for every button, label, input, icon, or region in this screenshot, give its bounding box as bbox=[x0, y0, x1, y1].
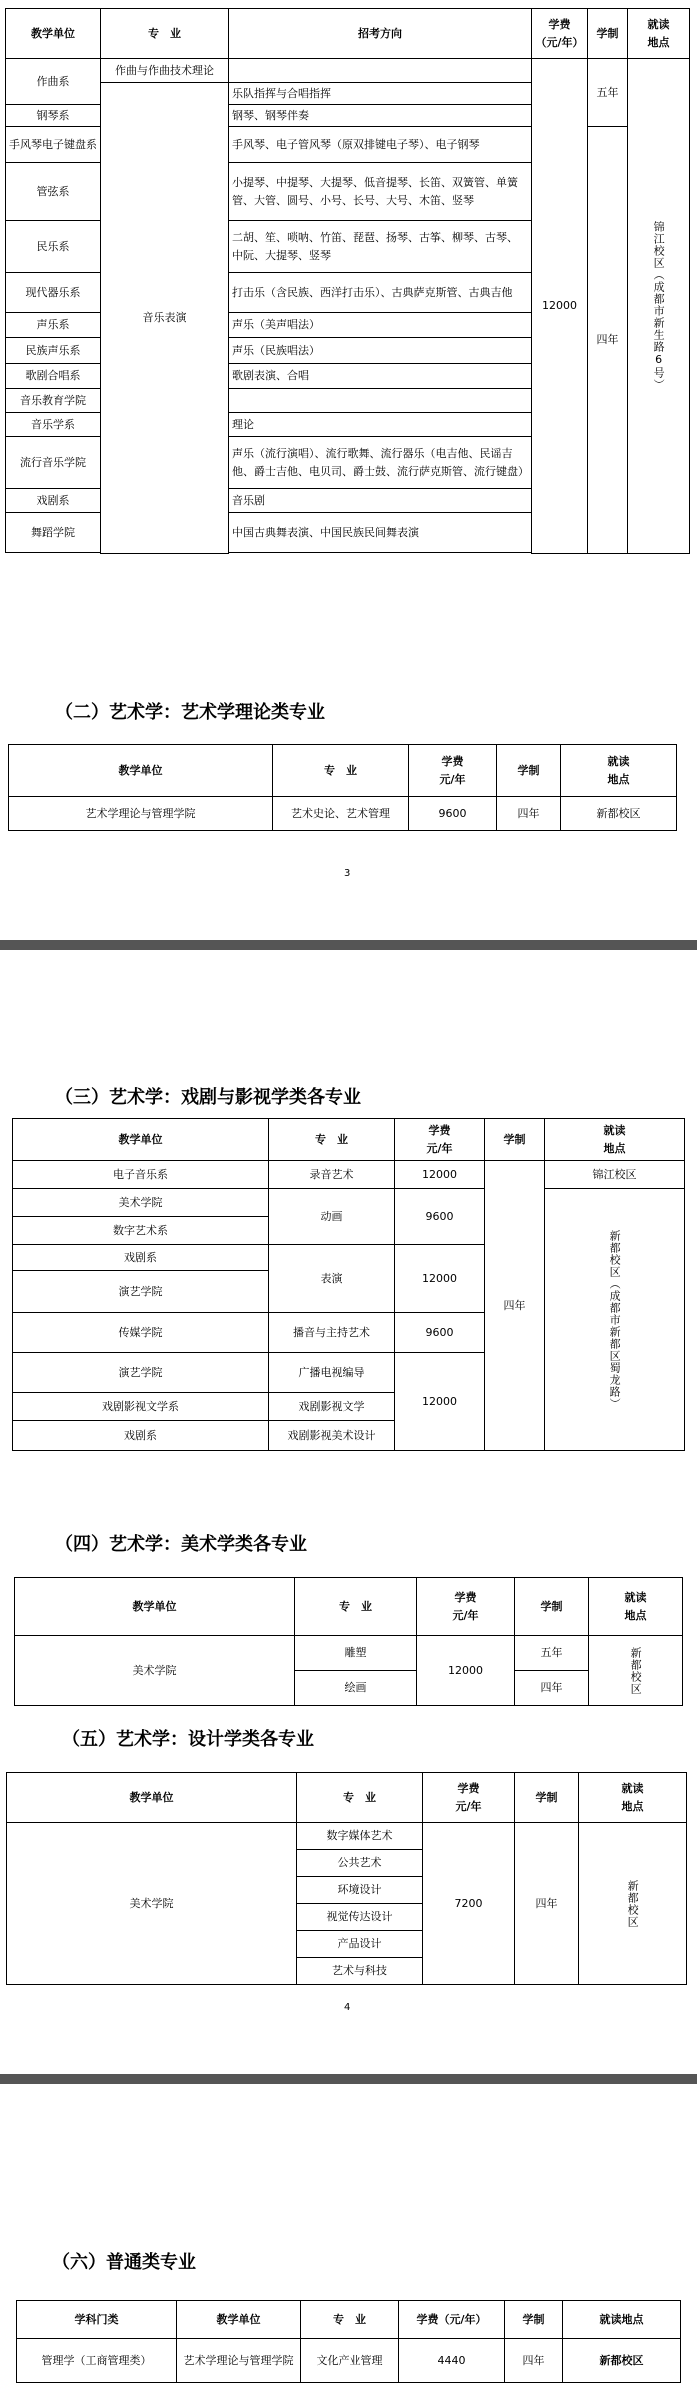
major-cell: 音乐表演 bbox=[101, 83, 229, 554]
unit-cell: 戏剧系 bbox=[13, 1245, 269, 1271]
fee-cell: 12000 bbox=[395, 1245, 485, 1313]
unit-cell: 数字艺术系 bbox=[13, 1217, 269, 1245]
table-row bbox=[7, 1823, 687, 1850]
header-duration: 学制 bbox=[497, 745, 561, 797]
direction-cell: 音乐剧 bbox=[229, 489, 532, 513]
section-2-title: （二）艺术学：艺术学理论类专业 bbox=[55, 702, 325, 723]
direction-cell: 乐队指挥与合唱指挥 bbox=[229, 83, 532, 105]
major-cell: 数字媒体艺术 bbox=[297, 1823, 423, 1850]
duration-cell: 五年 bbox=[588, 59, 628, 127]
fee-cell: 12000 bbox=[395, 1161, 485, 1189]
campus-cell: 新都校区 bbox=[563, 2339, 681, 2383]
major-cell: 戏剧影视美术设计 bbox=[269, 1421, 395, 1451]
design-table bbox=[6, 1772, 687, 1985]
duration-cell: 四年 bbox=[505, 2339, 563, 2383]
campus-xindu: 新都校区 bbox=[629, 1646, 643, 1695]
unit-cell: 艺术学理论与管理学院 bbox=[177, 2339, 301, 2383]
major-cell: 视觉传达设计 bbox=[297, 1904, 423, 1931]
header-major: 专 业 bbox=[273, 745, 409, 797]
direction-cell: 钢琴、钢琴伴奏 bbox=[229, 105, 532, 127]
major-cell: 艺术与科技 bbox=[297, 1958, 423, 1985]
direction-cell: 中国古典舞表演、中国民族民间舞表演 bbox=[229, 513, 532, 553]
unit-cell: 现代器乐系 bbox=[6, 273, 101, 313]
unit-cell: 传媒学院 bbox=[13, 1313, 269, 1353]
header-duration: 学制 bbox=[588, 9, 628, 59]
section-6-title: （六）普通类专业 bbox=[52, 2252, 196, 2273]
duration-cell: 四年 bbox=[497, 797, 561, 831]
direction-cell bbox=[229, 59, 532, 83]
header-fee: 学费（元/年） bbox=[399, 2301, 505, 2339]
direction-cell: 声乐（流行演唱）、流行歌舞、流行器乐（电吉他、民谣吉他、爵士吉他、电贝司、爵士鼓、流行萨克斯管、流行键盘） bbox=[229, 437, 532, 489]
campus-xindu: 新都校区（成都市新都区蜀龙路） bbox=[608, 1229, 622, 1410]
fine-arts-table bbox=[14, 1577, 683, 1706]
header-campus: 就读 地点 bbox=[579, 1773, 687, 1823]
fee-cell: 9600 bbox=[395, 1313, 485, 1353]
header-fee: 学费 元/年 bbox=[423, 1773, 515, 1823]
header-unit: 教学单位 bbox=[13, 1119, 269, 1161]
duration-cell: 四年 bbox=[515, 1823, 579, 1985]
unit-cell: 歌剧合唱系 bbox=[6, 364, 101, 389]
major-cell: 录音艺术 bbox=[269, 1161, 395, 1189]
direction-cell: 声乐（美声唱法） bbox=[229, 313, 532, 338]
header-duration: 学制 bbox=[505, 2301, 563, 2339]
fee-cell: 7200 bbox=[423, 1823, 515, 1985]
header-fee: 学费 元/年 bbox=[417, 1578, 515, 1636]
table-header-row bbox=[13, 1119, 685, 1161]
table-header-row bbox=[7, 1773, 687, 1823]
header-duration: 学制 bbox=[515, 1578, 589, 1636]
header-fee: 学费 （元/年） bbox=[532, 9, 588, 59]
header-unit: 教学单位 bbox=[177, 2301, 301, 2339]
major-cell: 表演 bbox=[269, 1245, 395, 1313]
direction-cell: 小提琴、中提琴、大提琴、低音提琴、长笛、双簧管、单簧管、大管、圆号、小号、长号、大号、木笛、竖琴 bbox=[229, 163, 532, 221]
direction-cell bbox=[229, 389, 532, 413]
unit-cell: 流行音乐学院 bbox=[6, 437, 101, 489]
duration-cell: 四年 bbox=[515, 1671, 589, 1706]
major-cell: 环境设计 bbox=[297, 1877, 423, 1904]
header-major: 专 业 bbox=[297, 1773, 423, 1823]
direction-cell: 声乐（民族唱法） bbox=[229, 338, 532, 364]
major-cell: 作曲与作曲技术理论 bbox=[101, 59, 229, 83]
header-unit: 教学单位 bbox=[6, 9, 101, 59]
header-duration: 学制 bbox=[515, 1773, 579, 1823]
campus-cell bbox=[579, 1823, 687, 1985]
unit-cell: 钢琴系 bbox=[6, 105, 101, 127]
unit-cell: 管弦系 bbox=[6, 163, 101, 221]
header-fee: 学费 元/年 bbox=[395, 1119, 485, 1161]
fee-cell: 9600 bbox=[395, 1189, 485, 1245]
category-cell: 管理学（工商管理类） bbox=[17, 2339, 177, 2383]
general-majors-table bbox=[16, 2300, 681, 2383]
campus-cell: 新都校区 bbox=[561, 797, 677, 831]
campus-cell bbox=[589, 1636, 683, 1706]
header-fee: 学费 元/年 bbox=[409, 745, 497, 797]
page-number: 4 bbox=[344, 2002, 351, 2013]
header-unit: 教学单位 bbox=[7, 1773, 297, 1823]
drama-film-table bbox=[12, 1118, 685, 1451]
table-row bbox=[6, 59, 690, 83]
fee-cell: 12000 bbox=[532, 59, 588, 554]
table-row bbox=[13, 1189, 685, 1217]
header-major: 专 业 bbox=[295, 1578, 417, 1636]
campus-jinjiang: 锦江校区（成都市新生路6号） bbox=[652, 220, 666, 391]
major-cell: 雕塑 bbox=[295, 1636, 417, 1671]
table-row bbox=[9, 797, 677, 831]
header-category: 学科门类 bbox=[17, 2301, 177, 2339]
section-3-title: （三）艺术学：戏剧与影视学类各专业 bbox=[55, 1087, 361, 1108]
major-cell: 公共艺术 bbox=[297, 1850, 423, 1877]
major-cell: 戏剧影视文学 bbox=[269, 1393, 395, 1421]
fee-cell: 9600 bbox=[409, 797, 497, 831]
header-direction: 招考方向 bbox=[229, 9, 532, 59]
unit-cell: 演艺学院 bbox=[13, 1271, 269, 1313]
unit-cell: 美术学院 bbox=[7, 1823, 297, 1985]
header-campus: 就读地点 bbox=[563, 2301, 681, 2339]
header-unit: 教学单位 bbox=[15, 1578, 295, 1636]
header-campus: 就读 地点 bbox=[589, 1578, 683, 1636]
table-header-row bbox=[9, 745, 677, 797]
major-cell: 动画 bbox=[269, 1189, 395, 1245]
fee-cell: 12000 bbox=[395, 1353, 485, 1451]
unit-cell: 民族声乐系 bbox=[6, 338, 101, 364]
table-row bbox=[15, 1636, 683, 1671]
major-cell: 广播电视编导 bbox=[269, 1353, 395, 1393]
direction-cell: 手风琴、电子管风琴（原双排键电子琴）、电子钢琴 bbox=[229, 127, 532, 163]
duration-cell: 四年 bbox=[588, 127, 628, 554]
unit-cell: 音乐教育学院 bbox=[6, 389, 101, 413]
unit-cell: 演艺学院 bbox=[13, 1353, 269, 1393]
duration-cell: 五年 bbox=[515, 1636, 589, 1671]
table-header-row bbox=[6, 9, 690, 59]
fee-cell: 12000 bbox=[417, 1636, 515, 1706]
table-row bbox=[17, 2339, 681, 2383]
page-number: 3 bbox=[344, 868, 351, 879]
major-cell: 艺术史论、艺术管理 bbox=[273, 797, 409, 831]
unit-cell: 戏剧系 bbox=[6, 489, 101, 513]
campus-cell bbox=[545, 1189, 685, 1451]
table-header-row bbox=[17, 2301, 681, 2339]
unit-cell: 美术学院 bbox=[15, 1636, 295, 1706]
section-4-title: （四）艺术学：美术学类各专业 bbox=[55, 1534, 307, 1555]
unit-cell: 民乐系 bbox=[6, 221, 101, 273]
header-duration: 学制 bbox=[485, 1119, 545, 1161]
unit-cell: 声乐系 bbox=[6, 313, 101, 338]
duration-cell: 四年 bbox=[485, 1161, 545, 1451]
direction-cell: 二胡、笙、唢呐、竹笛、琵琶、扬琴、古筝、柳琴、古琴、中阮、大提琴、竖琴 bbox=[229, 221, 532, 273]
major-cell: 播音与主持艺术 bbox=[269, 1313, 395, 1353]
major-cell: 文化产业管理 bbox=[301, 2339, 399, 2383]
header-unit: 教学单位 bbox=[9, 745, 273, 797]
unit-cell: 音乐学系 bbox=[6, 413, 101, 437]
unit-cell: 美术学院 bbox=[13, 1189, 269, 1217]
major-cell: 绘画 bbox=[295, 1671, 417, 1706]
music-majors-table bbox=[5, 8, 690, 554]
campus-cell bbox=[628, 59, 690, 554]
direction-cell: 理论 bbox=[229, 413, 532, 437]
header-major: 专 业 bbox=[101, 9, 229, 59]
page-divider bbox=[0, 2074, 697, 2084]
campus-cell: 锦江校区 bbox=[545, 1161, 685, 1189]
art-theory-table bbox=[8, 744, 677, 831]
unit-cell: 电子音乐系 bbox=[13, 1161, 269, 1189]
fee-cell: 4440 bbox=[399, 2339, 505, 2383]
unit-cell: 舞蹈学院 bbox=[6, 513, 101, 553]
header-major: 专 业 bbox=[301, 2301, 399, 2339]
page-divider bbox=[0, 940, 697, 950]
unit-cell: 作曲系 bbox=[6, 59, 101, 105]
section-5-title: （五）艺术学：设计学类各专业 bbox=[62, 1729, 314, 1750]
unit-cell: 戏剧影视文学系 bbox=[13, 1393, 269, 1421]
unit-cell: 手风琴电子键盘系 bbox=[6, 127, 101, 163]
header-major: 专 业 bbox=[269, 1119, 395, 1161]
direction-cell: 歌剧表演、合唱 bbox=[229, 364, 532, 389]
header-campus: 就读 地点 bbox=[561, 745, 677, 797]
unit-cell: 戏剧系 bbox=[13, 1421, 269, 1451]
major-cell: 产品设计 bbox=[297, 1931, 423, 1958]
direction-cell: 打击乐（含民族、西洋打击乐）、古典萨克斯管、古典吉他 bbox=[229, 273, 532, 313]
campus-xindu: 新都校区 bbox=[626, 1879, 640, 1928]
table-row bbox=[13, 1161, 685, 1189]
header-campus: 就读 地点 bbox=[628, 9, 690, 59]
table-header-row bbox=[15, 1578, 683, 1636]
header-campus: 就读 地点 bbox=[545, 1119, 685, 1161]
unit-cell: 艺术学理论与管理学院 bbox=[9, 797, 273, 831]
